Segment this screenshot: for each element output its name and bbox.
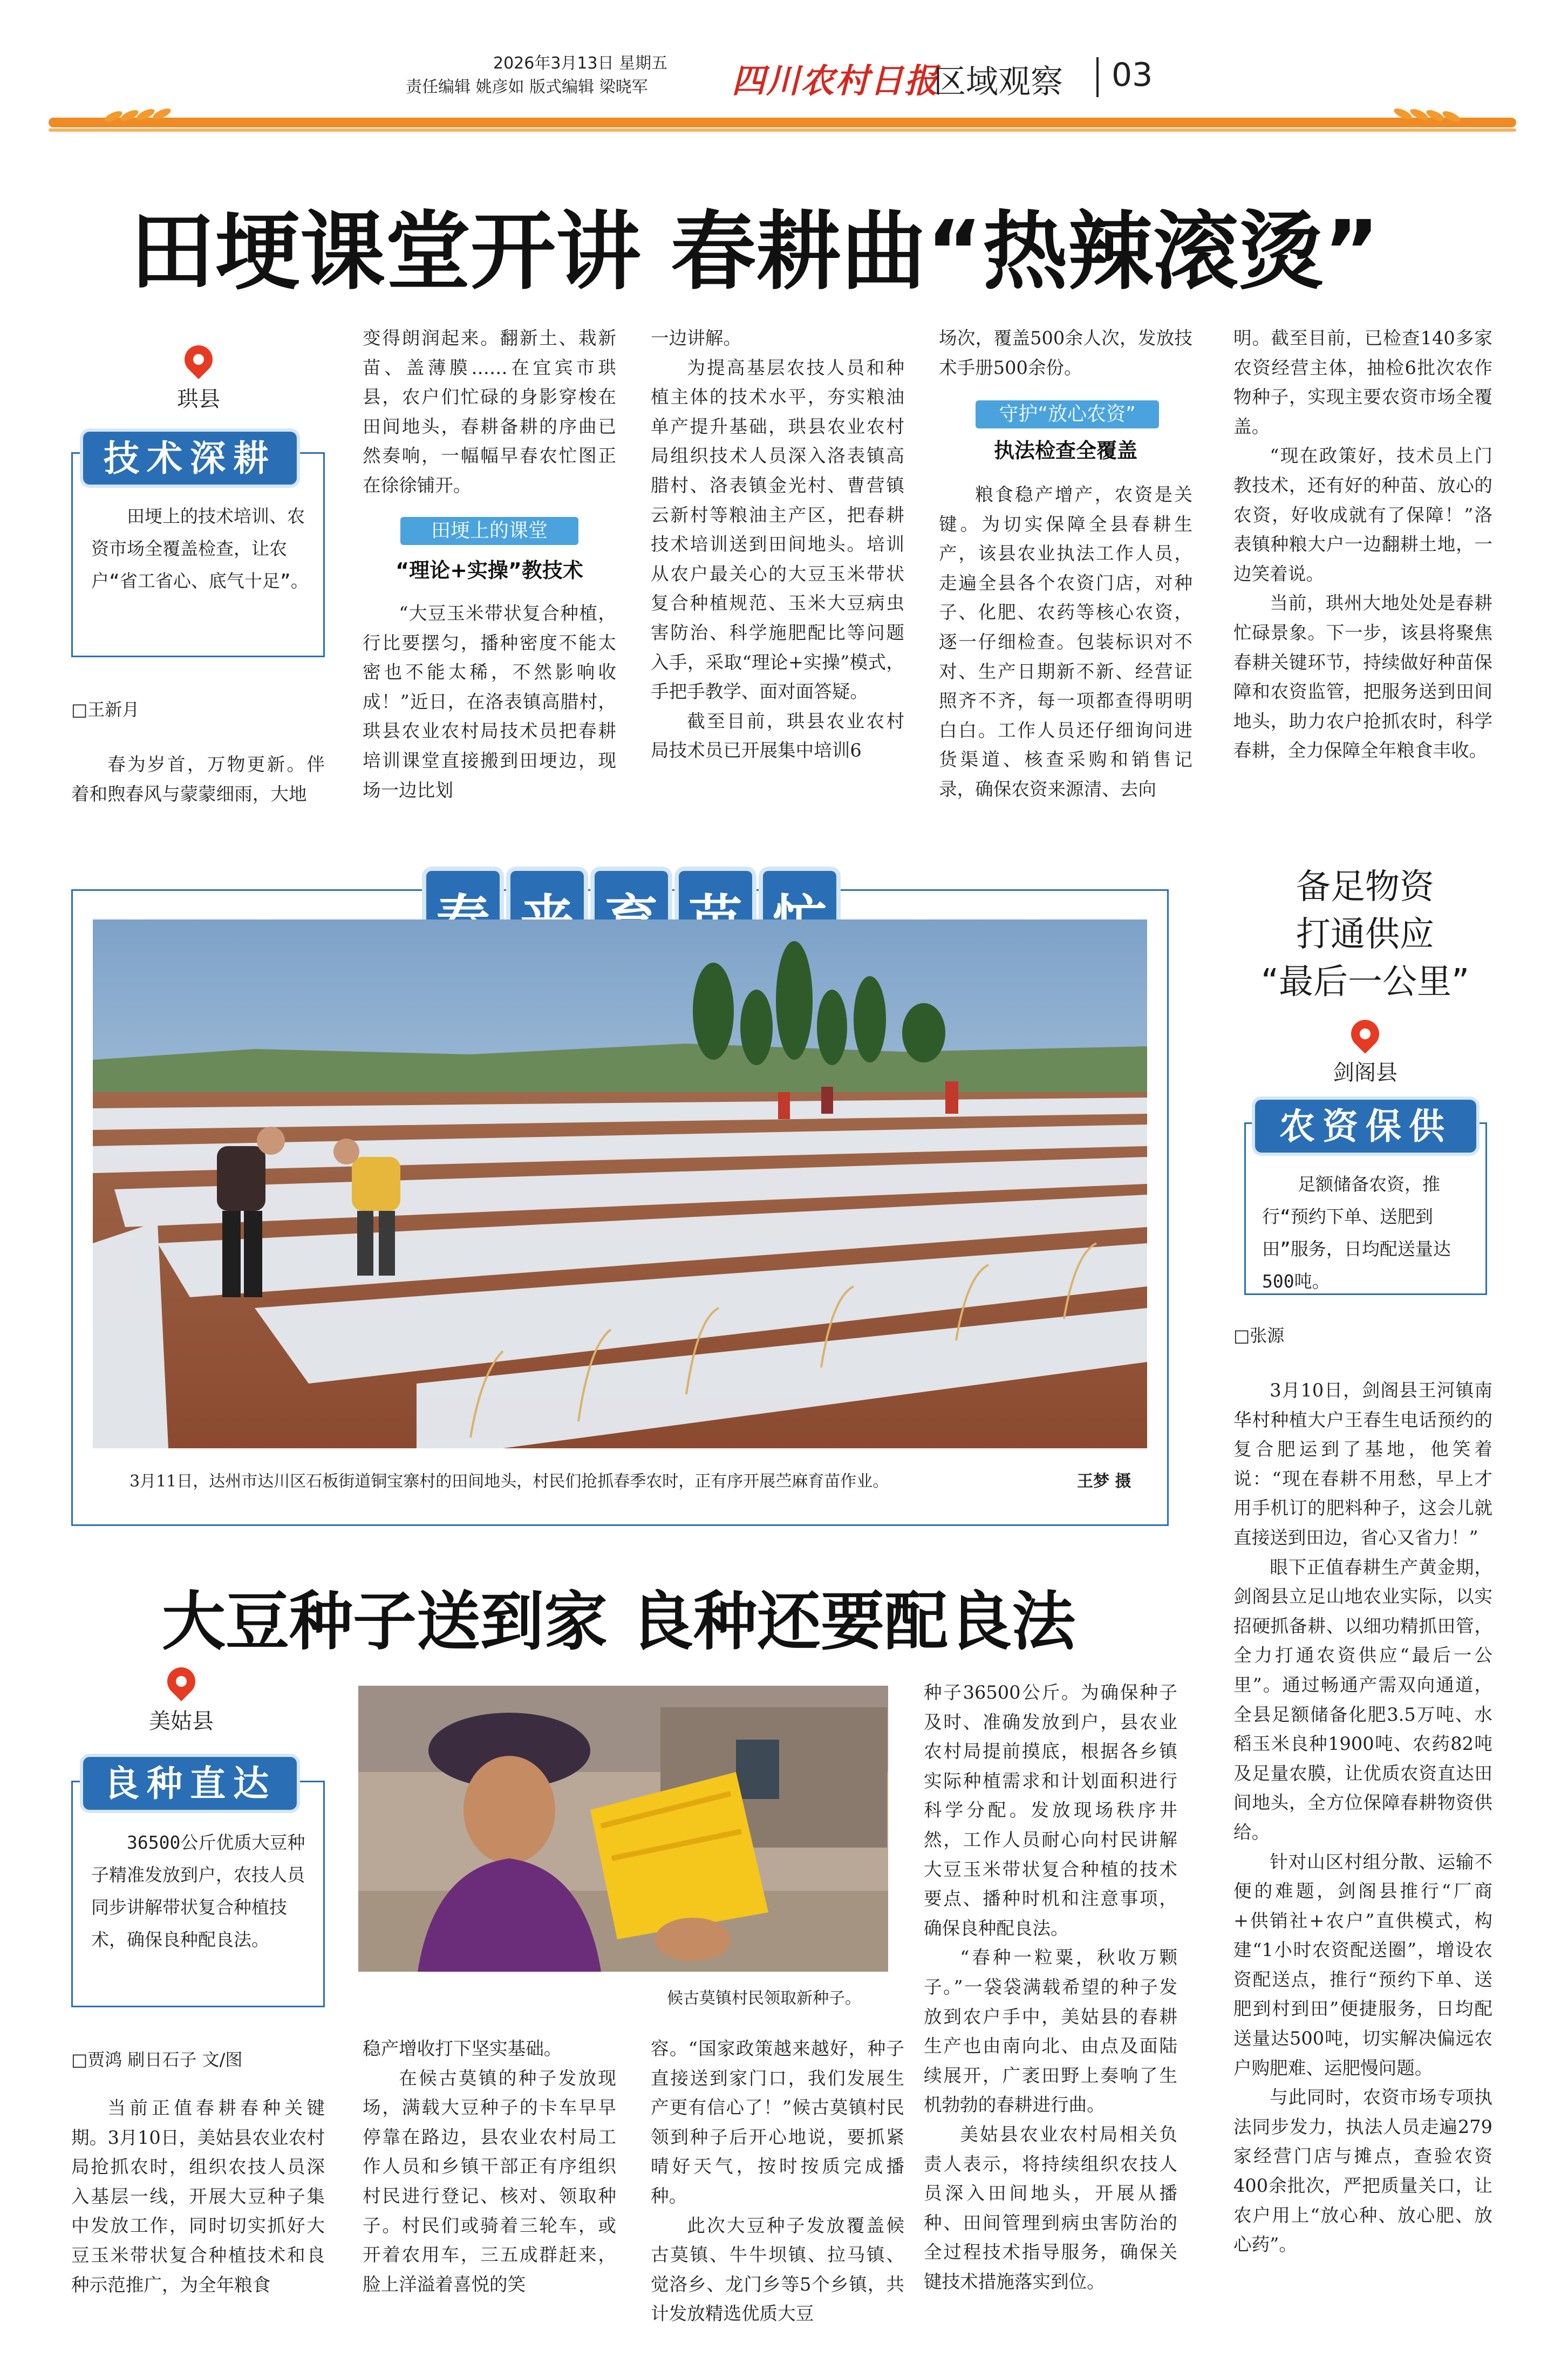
story3-headline-line-2: 打通供应 [1296,915,1434,955]
story2-col2-para-1: 稳产增收打下坚实基础。 [363,2038,562,2059]
paper-name-logo: 四川农村日报 [732,61,939,100]
story1-col4b [939,480,1192,805]
story1-col1 [71,750,325,809]
story1-col5-para-3: 当前，珙州大地处处是春耕忙碌景象。下一步，该县将聚焦春耕关键环节，持续做好种苗保障和农资监管，把服务送到田间地头，助力农户抢抓农时，科学春耕，全力保障全年粮食丰收。 [1233,592,1492,761]
story2-place: 美姑县 [149,1709,214,1734]
story1-col3-para-1: 一边讲解。 [651,328,741,349]
story2-col2 [363,2034,616,2299]
story3-body [1233,1376,1492,2260]
wheat-ornament-band [49,106,1516,144]
story1-col2 [363,324,616,501]
story1-col2-para: 变得朗润起来。翻新土、栽新苗、盖薄膜……在宜宾市珙县，农户们忙碌的身影穿梭在田间地头，春耕备耕的序曲已然奏响，一幅幅早春农忙图正在徐徐铺开。 [363,328,616,496]
story1-sub1-tag: 田埂上的课堂 [400,517,578,545]
photo-feature-caption: 3月11日，达州市达川区石板街道铜宝寨村的田间地头，村民们抢抓春季农时，正有序开展苎麻育苗作业。 [129,1472,889,1491]
story1-summary: 田埂上的技术培训、农资市场全覆盖检查，让农户“省工省心、底气十足”。 [91,506,309,591]
story2-summary-card [71,1781,325,2007]
story1-col5 [1233,324,1492,766]
photo-feature-credit: 王梦 摄 [1077,1472,1131,1491]
story1-byline: □王新月 [71,699,140,720]
story2-tag: 良种直达 [83,1757,297,1810]
story2-col3 [651,2034,904,2329]
story2-byline: □贾鸿 刷日石子 文/图 [71,2049,243,2070]
story2-col1-para: 当前正值春耕春种关键期。3月10日，美姑县农业农村局抢抓农时，组织农技人员深入基层一线，开展大豆种子集中发放工作，同时切实抓好大豆玉米带状复合种植技术和良种示范推广，为全年粮食 [71,2097,325,2295]
page-editors: 责任编辑 姚彦如 版式编辑 梁晓军 [406,78,648,97]
story1-col5-para-2: “现在政策好，技术员上门教技术，还有好的种苗、放心的农资，好收成就有了保障！”洛表镇种粮大户一边翻耕土地，一边笑着说。 [1233,445,1492,584]
story2-photo-caption: 候古莫镇村民领取新种子。 [667,1989,861,2008]
story3-para-1: 3月10日，剑阁县王河镇南华村种植大户王春生电话预约的复合肥运到了基地，他笑着说：“现在春耕不用愁，早上才用手机订的肥料种子，这会儿就直接送到田边，省心又省力！” [1233,1380,1492,1548]
story2-col1 [71,2094,325,2300]
story1-headline: 田埂课堂开讲 春耕曲“热辣滚烫” [129,202,1380,302]
story3-para-3: 针对山区村组分散、运输不便的难题，剑阁县推行“厂商+供销社+农户”直供模式，构建“1小时农资配送圈”，增设农资配送点，推行“预约下单、送肥到村到田”便捷服务，日均配送量达500吨，切实解决偏远农户购肥难、运肥慢问题。 [1233,1851,1492,2079]
story2-col4-para-3: 美姑县农业农村局相关负责人表示，将持续组织农技人员深入田间地头，开展从播种、田间管理到病虫害防治的全过程技术指导服务，确保关键技术措施落实到位。 [924,2123,1177,2292]
story2-col3-para-1: 容。“国家政策越来越好，种子直接送到家门口，我们发展生产更有信心了！”候古莫镇村民领到种子后开心地说，要抓紧晴好天气，按时按质完成播种。 [651,2038,904,2206]
location-pin-icon [167,1667,195,1700]
story1-col3 [651,324,904,766]
story3-para-4: 与此同时，农资市场专项执法同步发力，执法人员走遍279家经营门店与摊点，查验农资400余批次，严把质量关口，让农户用上“放心种、放心肥、放心药”。 [1233,2087,1492,2256]
story2-col2-para-2: 在候古莫镇的种子发放现场，满载大豆种子的卡车早早停靠在路边，县农业农村局工作人员和乡镇干部正有序组织村民进行登记、核对、领取种子。村民们或骑着三轮车，或开着农用车，三五成群赶来，脸上洋溢着喜悦的笑 [363,2067,616,2295]
page-number: 03 [1112,56,1153,94]
story3-place: 剑阁县 [1333,1060,1397,1085]
story3-byline: □张源 [1233,1325,1285,1346]
story1-col4-para: 场次，覆盖500余人次，发放技术手册500余份。 [939,328,1192,378]
story1-col4b-para: 粮食稳产增产，农资是关键。为切实保障全县春耕生产，该县农业执法工作人员，走遍全县各个农资门店，对种子、化肥、农药等核心农资，逐一仔细检查。包装标识对不对、生产日期新不新、经营证照齐不齐，每一项都查得明明白白。工作人员还仔细询问进货渠道、核查采购和销售记录，确保农资来源清、去向 [939,484,1192,800]
story2-col4-para-2: “春种一粒粟，秋收万颗子。”一袋袋满载希望的种子发放到农户手中，美姑县的春耕生产也由南向北、由点及面陆续展开，广袤田野上奏响了生机勃勃的春耕进行曲。 [924,1947,1177,2116]
story2-col3-para-2: 此次大豆种子发放覆盖候古莫镇、牛牛坝镇、拉马镇、觉洛乡、龙门乡等5个乡镇，共计发放精选优质大豆 [651,2215,904,2325]
story3-headline-line-3: “最后一公里” [1260,962,1470,1002]
story3-tag: 农资保供 [1255,1100,1476,1153]
story3-headline [1225,863,1505,1006]
story3-para-2: 眼下正值春耕生产黄金期，剑阁县立足山地农业实际，以实招硬抓备耕、以细功精抓田管，全力打通农资供应“最后一公里”。通过畅通产需双向通道，全县足额储备化肥3.5万吨、水稻玉米良种1900吨、农药82吨及足量农膜，让优质农资直达田间地头，全方位保障春耕物资供给。 [1233,1556,1492,1843]
section-name: 区域观察 [933,63,1063,101]
story2-col4 [924,1678,1177,2297]
story1-col1-para: 春为岁首，万物更新。伴着和煦春风与蒙蒙细雨，大地 [71,754,325,805]
story1-col2b-para: “大豆玉米带状复合种植，行比要摆匀，播种密度不能太密也不能太稀，不然影响收成！”近日，在洛表镇高腊村，珙县农业农村局技术员把春耕培训课堂直接搬到田埂边，现场一边比划 [363,603,616,801]
story1-tag: 技术深耕 [83,432,297,485]
villager-seeds-photo [358,1686,888,1972]
story1-col5-para-1: 明。截至目前，已检查140多家农资经营主体，抽检6批次农作物种子，实现主要农资市场全覆盖。 [1233,328,1492,437]
story1-place: 珙县 [177,387,220,412]
story1-col4 [939,324,1192,383]
story1-col3-para-3: 截至目前，珙县农业农村局技术员已开展集中培训6 [651,710,904,761]
location-pin-icon [185,345,213,378]
seedling-field-photo [93,919,1147,1448]
issue-date: 2026年3月13日 星期五 [493,54,668,73]
story3-summary: 足额储备农资，推行“预约下单、送肥到田”服务，日均配送量达500吨。 [1262,1174,1451,1292]
story2-col4-para-1: 种子36500公斤。为确保种子及时、准确发放到户，县农业农村局提前摸底，根据各乡镇实际种植需求和计划面积进行科学分配。发放现场秩序井然，工作人员耐心向村民讲解大豆玉米带状复合种植的技术要点、播种时机和注意事项，确保良种配良法。 [924,1682,1177,1939]
story1-sub1-head: “理论+实操”教技术 [396,558,583,582]
story2-headline: 大豆种子送到家 良种还要配良法 [162,1584,1076,1659]
story3-headline-line-1: 备足物资 [1296,867,1434,907]
location-pin-icon [1351,1020,1379,1052]
story1-col2b [363,599,616,805]
story1-col3-para-2: 为提高基层农技人员和种植主体的技术水平，夯实粮油单产提升基础，珙县农业农村局组织技术人员深入洛表镇高腊村、洛表镇金光村、曹营镇云新村等粮油主产区，把春耕技术培训送到田间地头。培训从农户最关心的大豆玉米带状复合种植规范、玉米大豆病虫害防治、科学施肥配比等问题入手，采取“理论+实操”模式，手把手教学、面对面答疑。 [651,357,904,703]
masthead-divider [1096,57,1099,97]
story1-sub2-head: 执法检查全覆盖 [993,439,1137,462]
story1-sub2-tag: 守护“放心农资” [976,400,1159,428]
story2-summary: 36500公斤优质大豆种子精准发放到户，农技人员同步讲解带状复合种植技术，确保良种配良法。 [91,1832,305,1950]
